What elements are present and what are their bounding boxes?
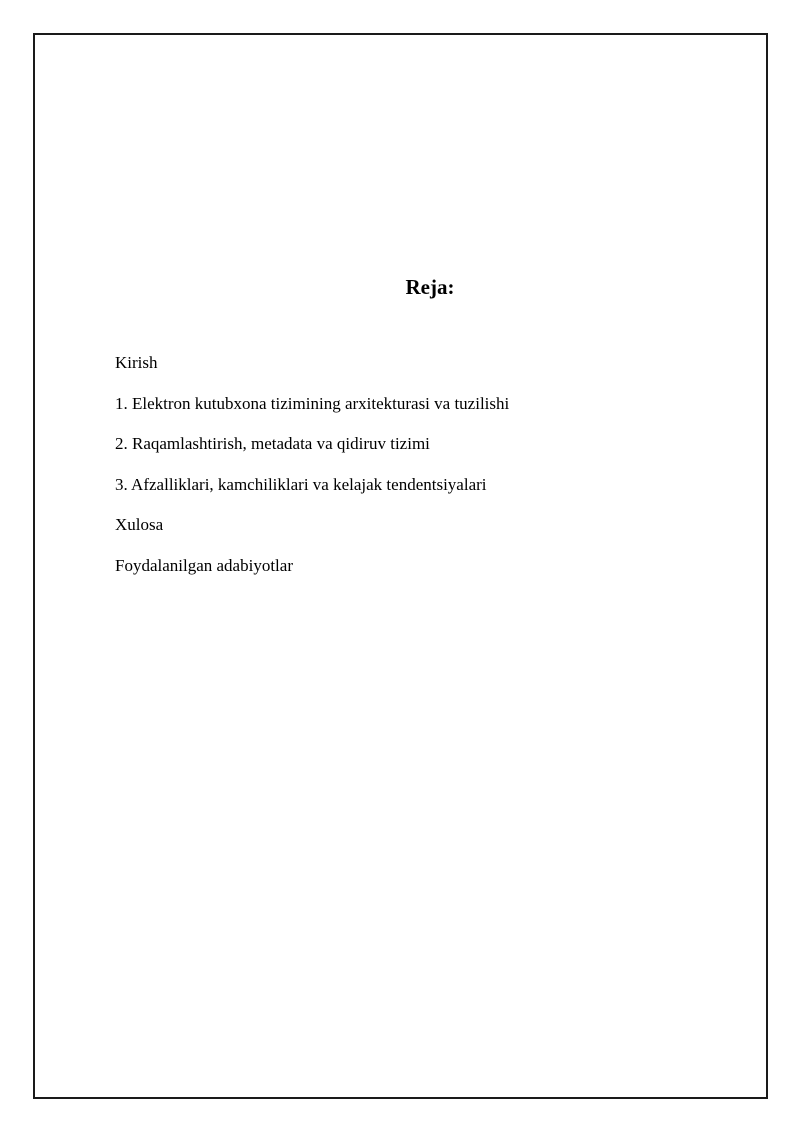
plan-item-references: Foydalanilgan adabiyotlar	[115, 555, 293, 575]
plan-list	[115, 349, 509, 592]
plan-item-chapter-1: 1. Elektron kutubxona tizimining arxitekturasi va tuzilishi	[115, 393, 510, 413]
page-title: Reja:	[405, 275, 455, 299]
plan-item-chapter-2: 2. Raqamlashtirish, metadata va qidiruv tizimi	[115, 434, 430, 453]
plan-item-introduction: Kirish	[115, 353, 158, 372]
plan-item-chapter-3: 3. Afzalliklari, kamchiliklari va kelajak tendentsiyalari	[115, 474, 487, 494]
plan-item-conclusion: Xulosa	[115, 515, 164, 534]
